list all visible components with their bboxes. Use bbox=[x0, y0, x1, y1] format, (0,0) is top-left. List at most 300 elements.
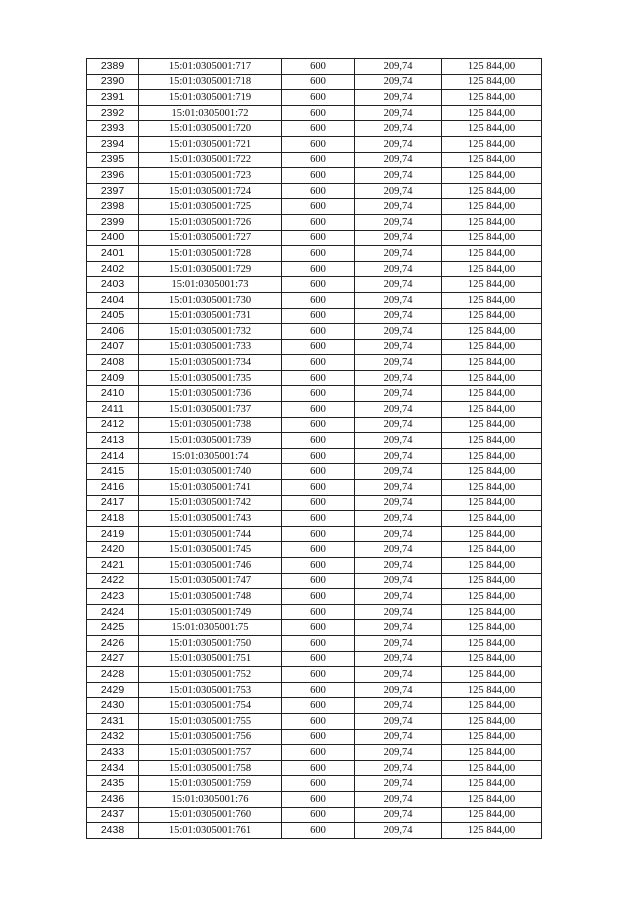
rate-cell: 209,74 bbox=[355, 807, 442, 823]
row-number-cell: 2405 bbox=[87, 308, 139, 324]
rate-cell: 209,74 bbox=[355, 386, 442, 402]
rate-cell: 209,74 bbox=[355, 573, 442, 589]
cadastral-number-cell: 15:01:0305001:735 bbox=[139, 370, 282, 386]
amount-cell: 125 844,00 bbox=[442, 807, 542, 823]
area-cell: 600 bbox=[282, 682, 355, 698]
row-number-cell: 2408 bbox=[87, 355, 139, 371]
rate-cell: 209,74 bbox=[355, 168, 442, 184]
table-row bbox=[87, 105, 542, 121]
table-row bbox=[87, 339, 542, 355]
table-row bbox=[87, 667, 542, 683]
row-number-cell: 2404 bbox=[87, 292, 139, 308]
row-number-cell: 2416 bbox=[87, 480, 139, 496]
row-number-cell: 2409 bbox=[87, 370, 139, 386]
table-row bbox=[87, 823, 542, 839]
row-number-cell: 2407 bbox=[87, 339, 139, 355]
amount-cell: 125 844,00 bbox=[442, 308, 542, 324]
amount-cell: 125 844,00 bbox=[442, 199, 542, 215]
table-row bbox=[87, 807, 542, 823]
table-row bbox=[87, 729, 542, 745]
row-number-cell: 2411 bbox=[87, 402, 139, 418]
rate-cell: 209,74 bbox=[355, 370, 442, 386]
row-number-cell: 2396 bbox=[87, 168, 139, 184]
row-number-cell: 2427 bbox=[87, 651, 139, 667]
cadastral-number-cell: 15:01:0305001:727 bbox=[139, 230, 282, 246]
rate-cell: 209,74 bbox=[355, 277, 442, 293]
area-cell: 600 bbox=[282, 745, 355, 761]
area-cell: 600 bbox=[282, 339, 355, 355]
table-row bbox=[87, 604, 542, 620]
rate-cell: 209,74 bbox=[355, 230, 442, 246]
table-row bbox=[87, 370, 542, 386]
row-number-cell: 2413 bbox=[87, 433, 139, 449]
table-row bbox=[87, 136, 542, 152]
table-row bbox=[87, 558, 542, 574]
row-number-cell: 2421 bbox=[87, 558, 139, 574]
amount-cell: 125 844,00 bbox=[442, 292, 542, 308]
cadastral-table bbox=[86, 58, 542, 839]
rate-cell: 209,74 bbox=[355, 698, 442, 714]
area-cell: 600 bbox=[282, 448, 355, 464]
rate-cell: 209,74 bbox=[355, 667, 442, 683]
amount-cell: 125 844,00 bbox=[442, 105, 542, 121]
cadastral-number-cell: 15:01:0305001:734 bbox=[139, 355, 282, 371]
amount-cell: 125 844,00 bbox=[442, 698, 542, 714]
rate-cell: 209,74 bbox=[355, 292, 442, 308]
area-cell: 600 bbox=[282, 667, 355, 683]
table-row bbox=[87, 277, 542, 293]
amount-cell: 125 844,00 bbox=[442, 183, 542, 199]
row-number-cell: 2431 bbox=[87, 713, 139, 729]
area-cell: 600 bbox=[282, 386, 355, 402]
cadastral-number-cell: 15:01:0305001:732 bbox=[139, 324, 282, 340]
row-number-cell: 2432 bbox=[87, 729, 139, 745]
rate-cell: 209,74 bbox=[355, 495, 442, 511]
table-row bbox=[87, 480, 542, 496]
amount-cell: 125 844,00 bbox=[442, 417, 542, 433]
cadastral-number-cell: 15:01:0305001:749 bbox=[139, 604, 282, 620]
table-row bbox=[87, 355, 542, 371]
cadastral-number-cell: 15:01:0305001:724 bbox=[139, 183, 282, 199]
area-cell: 600 bbox=[282, 199, 355, 215]
row-number-cell: 2397 bbox=[87, 183, 139, 199]
row-number-cell: 2422 bbox=[87, 573, 139, 589]
row-number-cell: 2415 bbox=[87, 464, 139, 480]
cadastral-number-cell: 15:01:0305001:726 bbox=[139, 214, 282, 230]
rate-cell: 209,74 bbox=[355, 261, 442, 277]
cadastral-number-cell: 15:01:0305001:739 bbox=[139, 433, 282, 449]
amount-cell: 125 844,00 bbox=[442, 90, 542, 106]
row-number-cell: 2428 bbox=[87, 667, 139, 683]
amount-cell: 125 844,00 bbox=[442, 682, 542, 698]
row-number-cell: 2434 bbox=[87, 760, 139, 776]
cadastral-number-cell: 15:01:0305001:721 bbox=[139, 136, 282, 152]
row-number-cell: 2417 bbox=[87, 495, 139, 511]
table-row bbox=[87, 620, 542, 636]
row-number-cell: 2425 bbox=[87, 620, 139, 636]
table-row bbox=[87, 698, 542, 714]
amount-cell: 125 844,00 bbox=[442, 713, 542, 729]
table-row bbox=[87, 292, 542, 308]
row-number-cell: 2398 bbox=[87, 199, 139, 215]
amount-cell: 125 844,00 bbox=[442, 433, 542, 449]
rate-cell: 209,74 bbox=[355, 433, 442, 449]
amount-cell: 125 844,00 bbox=[442, 230, 542, 246]
cadastral-number-cell: 15:01:0305001:751 bbox=[139, 651, 282, 667]
amount-cell: 125 844,00 bbox=[442, 776, 542, 792]
amount-cell: 125 844,00 bbox=[442, 667, 542, 683]
area-cell: 600 bbox=[282, 292, 355, 308]
table-row bbox=[87, 74, 542, 90]
amount-cell: 125 844,00 bbox=[442, 59, 542, 75]
amount-cell: 125 844,00 bbox=[442, 589, 542, 605]
table-row bbox=[87, 261, 542, 277]
table-row bbox=[87, 542, 542, 558]
table-row bbox=[87, 791, 542, 807]
row-number-cell: 2430 bbox=[87, 698, 139, 714]
table-row bbox=[87, 776, 542, 792]
table-row bbox=[87, 526, 542, 542]
rate-cell: 209,74 bbox=[355, 526, 442, 542]
rate-cell: 209,74 bbox=[355, 464, 442, 480]
row-number-cell: 2437 bbox=[87, 807, 139, 823]
row-number-cell: 2429 bbox=[87, 682, 139, 698]
area-cell: 600 bbox=[282, 355, 355, 371]
rate-cell: 209,74 bbox=[355, 199, 442, 215]
area-cell: 600 bbox=[282, 417, 355, 433]
area-cell: 600 bbox=[282, 807, 355, 823]
row-number-cell: 2423 bbox=[87, 589, 139, 605]
area-cell: 600 bbox=[282, 635, 355, 651]
table-row bbox=[87, 573, 542, 589]
amount-cell: 125 844,00 bbox=[442, 324, 542, 340]
amount-cell: 125 844,00 bbox=[442, 511, 542, 527]
row-number-cell: 2395 bbox=[87, 152, 139, 168]
cadastral-number-cell: 15:01:0305001:720 bbox=[139, 121, 282, 137]
amount-cell: 125 844,00 bbox=[442, 495, 542, 511]
rate-cell: 209,74 bbox=[355, 682, 442, 698]
area-cell: 600 bbox=[282, 246, 355, 262]
area-cell: 600 bbox=[282, 370, 355, 386]
cadastral-number-cell: 15:01:0305001:722 bbox=[139, 152, 282, 168]
amount-cell: 125 844,00 bbox=[442, 136, 542, 152]
cadastral-number-cell: 15:01:0305001:761 bbox=[139, 823, 282, 839]
row-number-cell: 2406 bbox=[87, 324, 139, 340]
amount-cell: 125 844,00 bbox=[442, 604, 542, 620]
area-cell: 600 bbox=[282, 776, 355, 792]
amount-cell: 125 844,00 bbox=[442, 339, 542, 355]
rate-cell: 209,74 bbox=[355, 308, 442, 324]
row-number-cell: 2393 bbox=[87, 121, 139, 137]
amount-cell: 125 844,00 bbox=[442, 526, 542, 542]
area-cell: 600 bbox=[282, 402, 355, 418]
amount-cell: 125 844,00 bbox=[442, 370, 542, 386]
row-number-cell: 2424 bbox=[87, 604, 139, 620]
row-number-cell: 2394 bbox=[87, 136, 139, 152]
cadastral-number-cell: 15:01:0305001:740 bbox=[139, 464, 282, 480]
rate-cell: 209,74 bbox=[355, 823, 442, 839]
amount-cell: 125 844,00 bbox=[442, 355, 542, 371]
area-cell: 600 bbox=[282, 713, 355, 729]
cadastral-number-cell: 15:01:0305001:736 bbox=[139, 386, 282, 402]
amount-cell: 125 844,00 bbox=[442, 402, 542, 418]
table-row bbox=[87, 448, 542, 464]
cadastral-number-cell: 15:01:0305001:741 bbox=[139, 480, 282, 496]
table-row bbox=[87, 402, 542, 418]
cadastral-number-cell: 15:01:0305001:723 bbox=[139, 168, 282, 184]
table-row bbox=[87, 183, 542, 199]
area-cell: 600 bbox=[282, 604, 355, 620]
area-cell: 600 bbox=[282, 136, 355, 152]
table-row bbox=[87, 511, 542, 527]
rate-cell: 209,74 bbox=[355, 791, 442, 807]
area-cell: 600 bbox=[282, 495, 355, 511]
cadastral-number-cell: 15:01:0305001:731 bbox=[139, 308, 282, 324]
row-number-cell: 2410 bbox=[87, 386, 139, 402]
table-row bbox=[87, 635, 542, 651]
amount-cell: 125 844,00 bbox=[442, 277, 542, 293]
cadastral-number-cell: 15:01:0305001:733 bbox=[139, 339, 282, 355]
area-cell: 600 bbox=[282, 620, 355, 636]
amount-cell: 125 844,00 bbox=[442, 760, 542, 776]
table-row bbox=[87, 90, 542, 106]
area-cell: 600 bbox=[282, 74, 355, 90]
area-cell: 600 bbox=[282, 308, 355, 324]
amount-cell: 125 844,00 bbox=[442, 480, 542, 496]
row-number-cell: 2392 bbox=[87, 105, 139, 121]
cadastral-number-cell: 15:01:0305001:74 bbox=[139, 448, 282, 464]
table-row bbox=[87, 682, 542, 698]
cadastral-number-cell: 15:01:0305001:760 bbox=[139, 807, 282, 823]
area-cell: 600 bbox=[282, 183, 355, 199]
table-row bbox=[87, 433, 542, 449]
amount-cell: 125 844,00 bbox=[442, 635, 542, 651]
row-number-cell: 2391 bbox=[87, 90, 139, 106]
area-cell: 600 bbox=[282, 823, 355, 839]
table-row bbox=[87, 713, 542, 729]
table-row bbox=[87, 152, 542, 168]
rate-cell: 209,74 bbox=[355, 604, 442, 620]
row-number-cell: 2436 bbox=[87, 791, 139, 807]
cadastral-number-cell: 15:01:0305001:737 bbox=[139, 402, 282, 418]
cadastral-number-cell: 15:01:0305001:719 bbox=[139, 90, 282, 106]
rate-cell: 209,74 bbox=[355, 729, 442, 745]
cadastral-number-cell: 15:01:0305001:759 bbox=[139, 776, 282, 792]
cadastral-number-cell: 15:01:0305001:754 bbox=[139, 698, 282, 714]
amount-cell: 125 844,00 bbox=[442, 246, 542, 262]
cadastral-number-cell: 15:01:0305001:730 bbox=[139, 292, 282, 308]
cadastral-number-cell: 15:01:0305001:75 bbox=[139, 620, 282, 636]
row-number-cell: 2426 bbox=[87, 635, 139, 651]
row-number-cell: 2412 bbox=[87, 417, 139, 433]
area-cell: 600 bbox=[282, 261, 355, 277]
row-number-cell: 2402 bbox=[87, 261, 139, 277]
area-cell: 600 bbox=[282, 105, 355, 121]
area-cell: 600 bbox=[282, 542, 355, 558]
row-number-cell: 2435 bbox=[87, 776, 139, 792]
table-row bbox=[87, 386, 542, 402]
rate-cell: 209,74 bbox=[355, 589, 442, 605]
rate-cell: 209,74 bbox=[355, 402, 442, 418]
row-number-cell: 2414 bbox=[87, 448, 139, 464]
table-row bbox=[87, 760, 542, 776]
row-number-cell: 2399 bbox=[87, 214, 139, 230]
rate-cell: 209,74 bbox=[355, 480, 442, 496]
table-row bbox=[87, 651, 542, 667]
rate-cell: 209,74 bbox=[355, 105, 442, 121]
amount-cell: 125 844,00 bbox=[442, 651, 542, 667]
row-number-cell: 2420 bbox=[87, 542, 139, 558]
table-row bbox=[87, 168, 542, 184]
rate-cell: 209,74 bbox=[355, 59, 442, 75]
table-row bbox=[87, 121, 542, 137]
area-cell: 600 bbox=[282, 573, 355, 589]
area-cell: 600 bbox=[282, 152, 355, 168]
area-cell: 600 bbox=[282, 589, 355, 605]
rate-cell: 209,74 bbox=[355, 355, 442, 371]
cadastral-number-cell: 15:01:0305001:717 bbox=[139, 59, 282, 75]
rate-cell: 209,74 bbox=[355, 121, 442, 137]
rate-cell: 209,74 bbox=[355, 635, 442, 651]
table-row bbox=[87, 59, 542, 75]
cadastral-number-cell: 15:01:0305001:72 bbox=[139, 105, 282, 121]
area-cell: 600 bbox=[282, 168, 355, 184]
amount-cell: 125 844,00 bbox=[442, 620, 542, 636]
table-row bbox=[87, 324, 542, 340]
cadastral-number-cell: 15:01:0305001:728 bbox=[139, 246, 282, 262]
rate-cell: 209,74 bbox=[355, 246, 442, 262]
rate-cell: 209,74 bbox=[355, 339, 442, 355]
rate-cell: 209,74 bbox=[355, 152, 442, 168]
table-row bbox=[87, 199, 542, 215]
cadastral-number-cell: 15:01:0305001:750 bbox=[139, 635, 282, 651]
rate-cell: 209,74 bbox=[355, 324, 442, 340]
cadastral-number-cell: 15:01:0305001:753 bbox=[139, 682, 282, 698]
amount-cell: 125 844,00 bbox=[442, 448, 542, 464]
amount-cell: 125 844,00 bbox=[442, 261, 542, 277]
area-cell: 600 bbox=[282, 433, 355, 449]
area-cell: 600 bbox=[282, 121, 355, 137]
area-cell: 600 bbox=[282, 277, 355, 293]
area-cell: 600 bbox=[282, 511, 355, 527]
table-row bbox=[87, 495, 542, 511]
area-cell: 600 bbox=[282, 651, 355, 667]
row-number-cell: 2403 bbox=[87, 277, 139, 293]
table-row bbox=[87, 464, 542, 480]
cadastral-number-cell: 15:01:0305001:76 bbox=[139, 791, 282, 807]
table-row bbox=[87, 214, 542, 230]
rate-cell: 209,74 bbox=[355, 136, 442, 152]
rate-cell: 209,74 bbox=[355, 713, 442, 729]
table-row bbox=[87, 589, 542, 605]
rate-cell: 209,74 bbox=[355, 511, 442, 527]
rate-cell: 209,74 bbox=[355, 90, 442, 106]
cadastral-number-cell: 15:01:0305001:752 bbox=[139, 667, 282, 683]
cadastral-number-cell: 15:01:0305001:747 bbox=[139, 573, 282, 589]
rate-cell: 209,74 bbox=[355, 74, 442, 90]
cadastral-number-cell: 15:01:0305001:744 bbox=[139, 526, 282, 542]
amount-cell: 125 844,00 bbox=[442, 558, 542, 574]
table-row bbox=[87, 230, 542, 246]
rate-cell: 209,74 bbox=[355, 776, 442, 792]
row-number-cell: 2419 bbox=[87, 526, 139, 542]
area-cell: 600 bbox=[282, 214, 355, 230]
table-row bbox=[87, 246, 542, 262]
amount-cell: 125 844,00 bbox=[442, 729, 542, 745]
row-number-cell: 2390 bbox=[87, 74, 139, 90]
cadastral-number-cell: 15:01:0305001:758 bbox=[139, 760, 282, 776]
rate-cell: 209,74 bbox=[355, 745, 442, 761]
cadastral-number-cell: 15:01:0305001:718 bbox=[139, 74, 282, 90]
table-row bbox=[87, 745, 542, 761]
rate-cell: 209,74 bbox=[355, 417, 442, 433]
area-cell: 600 bbox=[282, 729, 355, 745]
amount-cell: 125 844,00 bbox=[442, 823, 542, 839]
table-row bbox=[87, 308, 542, 324]
cadastral-number-cell: 15:01:0305001:742 bbox=[139, 495, 282, 511]
row-number-cell: 2401 bbox=[87, 246, 139, 262]
amount-cell: 125 844,00 bbox=[442, 386, 542, 402]
area-cell: 600 bbox=[282, 230, 355, 246]
area-cell: 600 bbox=[282, 526, 355, 542]
rate-cell: 209,74 bbox=[355, 183, 442, 199]
cadastral-number-cell: 15:01:0305001:755 bbox=[139, 713, 282, 729]
rate-cell: 209,74 bbox=[355, 448, 442, 464]
cadastral-number-cell: 15:01:0305001:746 bbox=[139, 558, 282, 574]
area-cell: 600 bbox=[282, 698, 355, 714]
amount-cell: 125 844,00 bbox=[442, 745, 542, 761]
amount-cell: 125 844,00 bbox=[442, 791, 542, 807]
cadastral-number-cell: 15:01:0305001:743 bbox=[139, 511, 282, 527]
row-number-cell: 2433 bbox=[87, 745, 139, 761]
cadastral-number-cell: 15:01:0305001:73 bbox=[139, 277, 282, 293]
amount-cell: 125 844,00 bbox=[442, 464, 542, 480]
amount-cell: 125 844,00 bbox=[442, 214, 542, 230]
area-cell: 600 bbox=[282, 464, 355, 480]
row-number-cell: 2418 bbox=[87, 511, 139, 527]
amount-cell: 125 844,00 bbox=[442, 152, 542, 168]
area-cell: 600 bbox=[282, 558, 355, 574]
table-row bbox=[87, 417, 542, 433]
area-cell: 600 bbox=[282, 90, 355, 106]
cadastral-number-cell: 15:01:0305001:738 bbox=[139, 417, 282, 433]
rate-cell: 209,74 bbox=[355, 651, 442, 667]
rate-cell: 209,74 bbox=[355, 214, 442, 230]
area-cell: 600 bbox=[282, 324, 355, 340]
amount-cell: 125 844,00 bbox=[442, 542, 542, 558]
rate-cell: 209,74 bbox=[355, 558, 442, 574]
cadastral-number-cell: 15:01:0305001:756 bbox=[139, 729, 282, 745]
cadastral-number-cell: 15:01:0305001:748 bbox=[139, 589, 282, 605]
area-cell: 600 bbox=[282, 791, 355, 807]
cadastral-number-cell: 15:01:0305001:745 bbox=[139, 542, 282, 558]
area-cell: 600 bbox=[282, 480, 355, 496]
cadastral-number-cell: 15:01:0305001:757 bbox=[139, 745, 282, 761]
rate-cell: 209,74 bbox=[355, 620, 442, 636]
amount-cell: 125 844,00 bbox=[442, 121, 542, 137]
row-number-cell: 2400 bbox=[87, 230, 139, 246]
row-number-cell: 2389 bbox=[87, 59, 139, 75]
cadastral-number-cell: 15:01:0305001:725 bbox=[139, 199, 282, 215]
row-number-cell: 2438 bbox=[87, 823, 139, 839]
area-cell: 600 bbox=[282, 760, 355, 776]
area-cell: 600 bbox=[282, 59, 355, 75]
cadastral-number-cell: 15:01:0305001:729 bbox=[139, 261, 282, 277]
amount-cell: 125 844,00 bbox=[442, 573, 542, 589]
amount-cell: 125 844,00 bbox=[442, 74, 542, 90]
rate-cell: 209,74 bbox=[355, 542, 442, 558]
rate-cell: 209,74 bbox=[355, 760, 442, 776]
